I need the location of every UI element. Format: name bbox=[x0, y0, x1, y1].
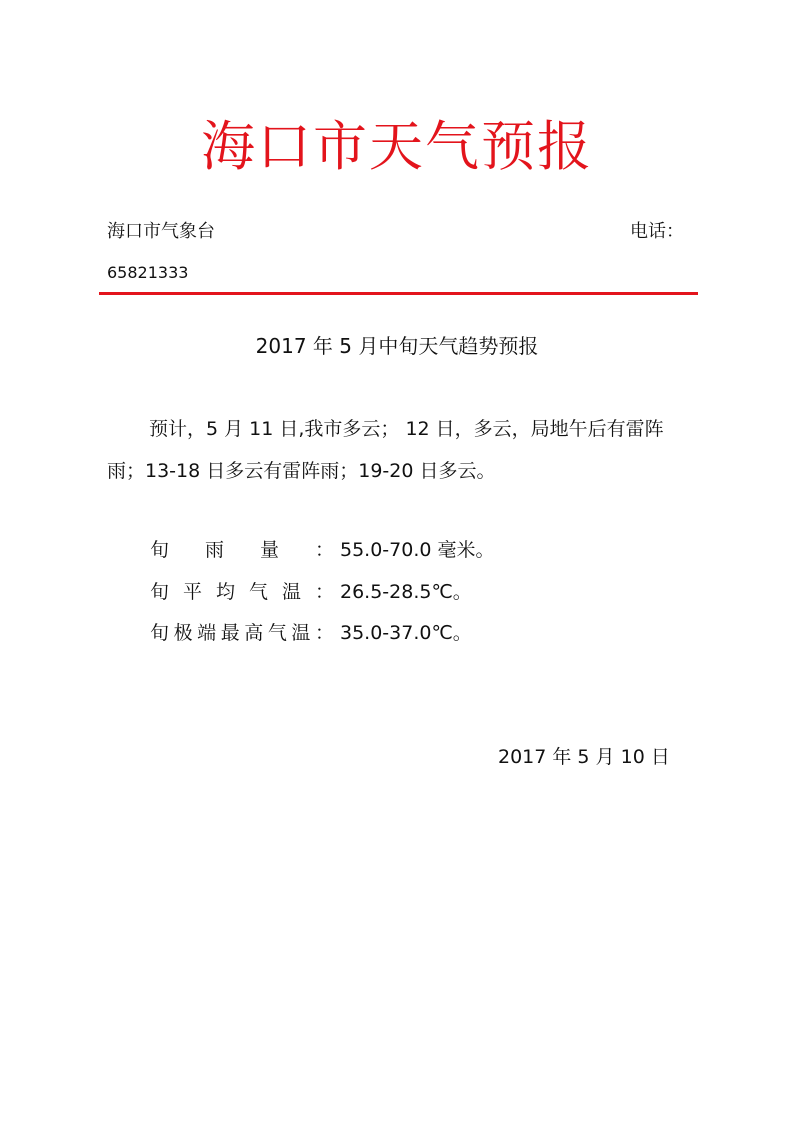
stat-avg-temp bbox=[150, 578, 472, 606]
stat-max-temp-value: 35.0-37.0℃。 bbox=[340, 622, 472, 644]
report-heading: 2017 年 5 月中旬天气趋势预报 bbox=[255, 334, 539, 358]
stat-rainfall-value: 55.0-70.0 毫米。 bbox=[340, 539, 495, 561]
header-divider bbox=[99, 292, 698, 295]
stat-avg-temp-value: 26.5-28.5℃。 bbox=[340, 581, 472, 603]
phone-label: 电话： bbox=[630, 221, 684, 242]
stat-rainfall bbox=[150, 536, 495, 564]
issue-date: 2017 年 5 月 10 日 bbox=[498, 746, 670, 768]
stat-avg-temp-label: 旬平均气温： bbox=[150, 581, 334, 603]
stat-rainfall-label: 旬雨量： bbox=[150, 539, 334, 561]
phone-number: 65821333 bbox=[107, 263, 189, 282]
forecast-paragraph: 预计，5 月 11 日,我市多云； 12 日，多云，局地午后有雷阵雨；13-18 日多云有雷阵雨；19-20 日多云。 bbox=[107, 418, 664, 482]
stat-max-temp bbox=[150, 619, 472, 647]
page-title: 海口市天气预报 bbox=[201, 115, 593, 178]
stat-max-temp-label: 旬极端最高气温： bbox=[150, 622, 334, 644]
issuer-name: 海口市气象台 bbox=[107, 221, 215, 242]
